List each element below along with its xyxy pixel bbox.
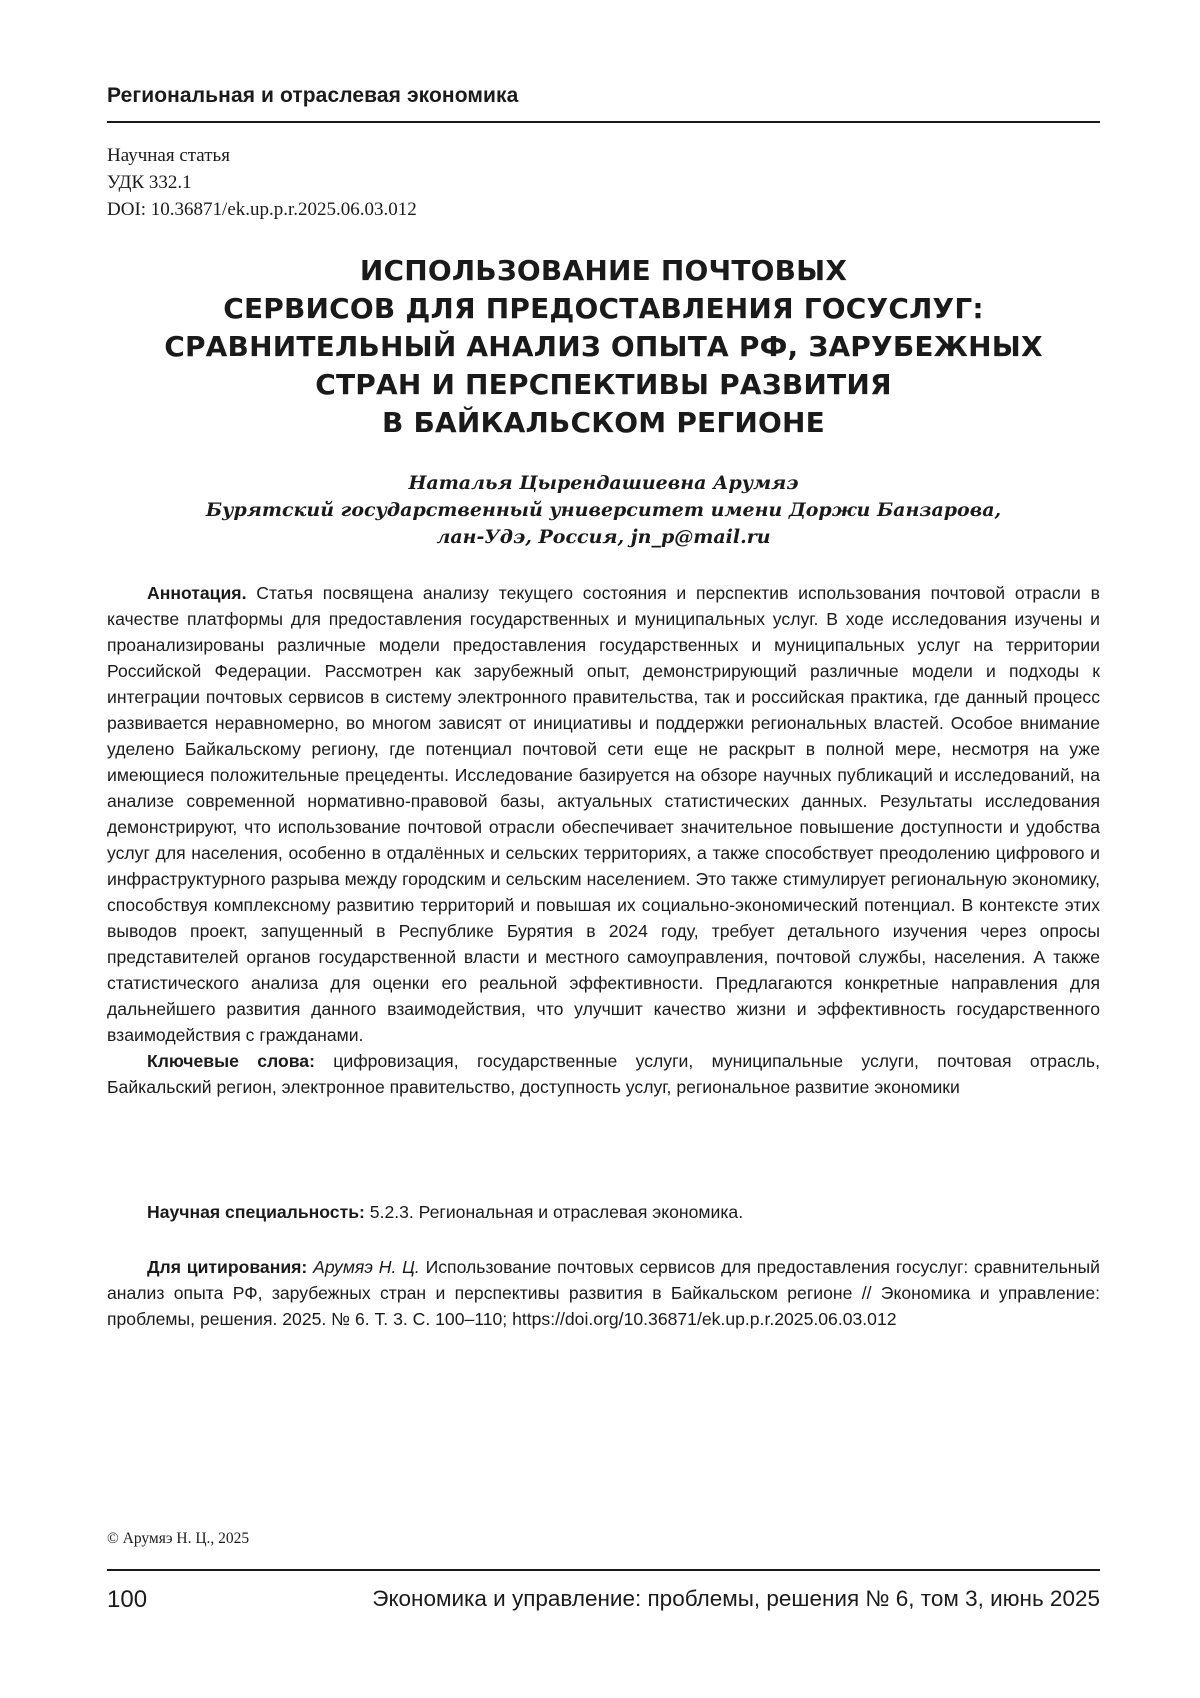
- citation-paragraph: [107, 1254, 1100, 1332]
- article-meta: [107, 142, 417, 223]
- title-line: СЕРВИСОВ ДЛЯ ПРЕДОСТАВЛЕНИЯ ГОСУСЛУГ:: [223, 292, 984, 325]
- title-line: В БАЙКАЛЬСКОМ РЕГИОНЕ: [381, 406, 826, 439]
- author-block: [107, 470, 1100, 551]
- author-affiliation: Бурятский государственный университет имени Доржи Банзарова,: [205, 499, 1002, 521]
- keywords-label: Ключевые слова:: [147, 1051, 315, 1071]
- title-line: СРАВНИТЕЛЬНЫЙ АНАЛИЗ ОПЫТА РФ, ЗАРУБЕЖНЫХ: [164, 330, 1043, 363]
- keywords-paragraph: [107, 1048, 1100, 1100]
- author-name: Наталья Цырендашиевна Арумяэ: [408, 472, 799, 494]
- author-location-email: лан-Удэ, Россия, jn_p@mail.ru: [436, 526, 771, 548]
- doi: DOI: 10.36871/ek.up.p.r.2025.06.03.012: [107, 199, 417, 220]
- article-title: [107, 252, 1100, 442]
- footer-divider: [107, 1569, 1100, 1571]
- page-number: 100: [107, 1586, 148, 1613]
- header-divider: [107, 121, 1100, 123]
- journal-page: [107, 0, 1100, 1698]
- specialty-paragraph: [107, 1199, 1100, 1225]
- keywords-text: цифровизация, государственные услуги, муниципальные услуги, почтовая отрасль, Байкальский регион, электронное правительство, доступность услуг, региональное развитие экономики: [107, 1051, 1100, 1097]
- title-line: ИСПОЛЬЗОВАНИЕ ПОЧТОВЫХ: [359, 254, 848, 287]
- udk-code: УДК 332.1: [107, 172, 192, 193]
- citation-label: Для цитирования:: [147, 1257, 308, 1277]
- specialty-label: Научная специальность:: [147, 1202, 365, 1222]
- section-header: Региональная и отраслевая экономика: [107, 84, 519, 107]
- copyright-note: © Арумяэ Н. Ц., 2025: [107, 1530, 250, 1547]
- citation-author: Арумяэ Н. Ц.: [307, 1257, 420, 1277]
- specialty-text: 5.2.3. Региональная и отраслевая экономика.: [364, 1202, 744, 1222]
- abstract-paragraph: [107, 580, 1100, 1048]
- journal-footer: Экономика и управление: проблемы, решения № 6, том 3, июнь 2025: [372, 1586, 1100, 1611]
- abstract-label: Аннотация.: [147, 583, 247, 603]
- citation-text: Использование почтовых сервисов для предоставления госуслуг: сравнительный анализ опыта РФ, зарубежных стран и перспективы развития в Байкальском регионе // Экономика и управление: проблемы, решения. 2025. № 6. Т. 3. С. 100–110; https://doi.org/10.36871/ek.up.p.r.2025.06.03.012: [107, 1257, 1100, 1329]
- abstract-text: Статья посвящена анализу текущего состояния и перспектив использования почтовой отрасли в качестве платформы для предоставления государственных и муниципальных услуг. В ходе исследования изучены и проанализированы различные модели предоставления государственных и муниципальных услуг на территории Российской Федерации. Рассмотрен как зарубежный опыт, демонстрирующий различные модели и подходы к интеграции почтовых сервисов в систему электронного правительства, так и российская практика, где данный процесс развивается неравномерно, во многом зависят от инициативы и поддержки региональных властей. Особое внимание уделено Байкальскому региону, где потенциал почтовой сети еще не раскрыт в полной мере, несмотря на уже имеющиеся положительные прецеденты. Исследование базируется на обзоре научных публикаций и исследований, на анализе современной нормативно-правовой базы, актуальных статистических данных. Результаты исследования демонстрируют, что использование почтовой отрасли обеспечивает значительное повышение доступности и удобства услуг для населения, особенно в отдалённых и сельских территориях, а также способствует преодолению цифрового и инфраструктурного разрыва между городским и сельским населением. Это также стимулирует региональную экономику, способствуя комплексному развитию территорий и повышая их социально-экономический потенциал. В контексте этих выводов проект, запущенный в Республике Бурятия в 2024 году, требует детального изучения через опросы представителей органов государственной власти и местного самоуправления, почтовой службы, населения. А также статистического анализа для оценки его реальной эффективности. Предлагаются конкретные направления для дальнейшего развития данного взаимодействия, что улучшит качество жизни и эффективность государственного взаимодействия с гражданами.: [107, 583, 1100, 1045]
- abstract-section: [107, 580, 1100, 1100]
- title-line: СТРАН И ПЕРСПЕКТИВЫ РАЗВИТИЯ: [315, 368, 892, 401]
- article-type: Научная статья: [107, 145, 230, 166]
